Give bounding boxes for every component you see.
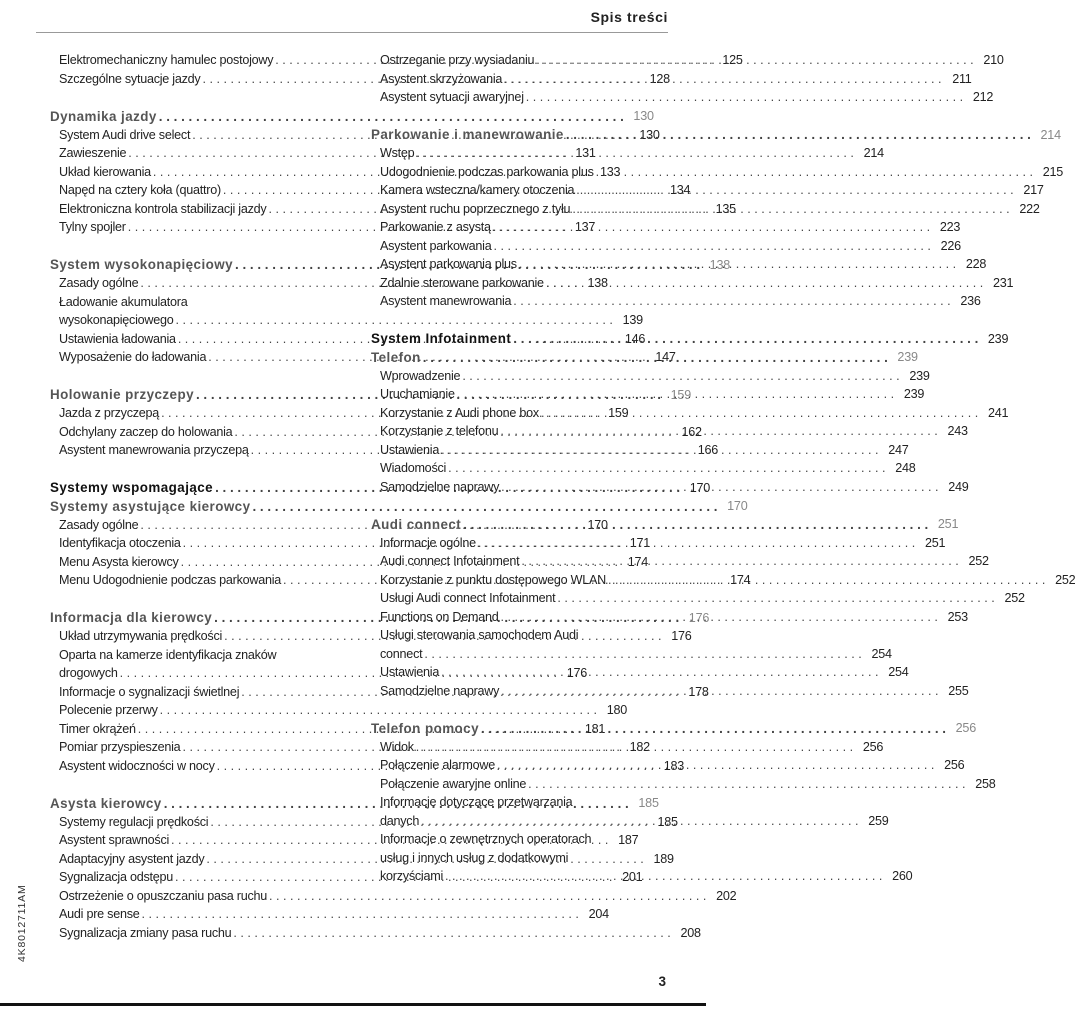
dot-leader — [513, 331, 978, 346]
entry-title: Asystent manewrowania przyczepą — [59, 443, 249, 458]
toc-entry[interactable] — [50, 905, 609, 924]
entry-page-number: 147 — [655, 350, 676, 365]
entry-title: Dynamika jazdy — [50, 108, 157, 124]
toc-entry[interactable] — [371, 663, 909, 682]
toc-entry[interactable] — [371, 218, 961, 237]
dot-leader — [142, 907, 579, 921]
entry-page-number: 201 — [622, 870, 643, 885]
entry-page-number: 137 — [574, 220, 596, 235]
entry-page-number: 252 — [1004, 591, 1025, 606]
entry-page-number: 182 — [629, 740, 650, 755]
entry-page-number: 176 — [688, 610, 710, 625]
entry-title: Zdalnie sterowane parkowanie — [380, 275, 544, 290]
entry-title: Udogodnienie podczas parkowania plus — [380, 164, 594, 179]
dot-leader — [526, 90, 963, 104]
toc-section-heading[interactable] — [371, 126, 1061, 145]
dot-leader — [424, 647, 861, 661]
entry-page-number: 159 — [670, 387, 692, 402]
dot-leader — [546, 276, 983, 290]
entry-title: Ostrzeganie przy wysiadaniu — [380, 53, 535, 68]
dot-leader — [541, 406, 978, 420]
toc-entry[interactable] — [371, 88, 994, 107]
entry-page-number: 162 — [681, 424, 702, 439]
dot-leader — [513, 294, 950, 308]
entry-title: Parkowanie i manewrowanie — [371, 127, 564, 143]
entry-page-number: 252 — [968, 554, 989, 569]
dot-leader — [501, 480, 938, 494]
spacer — [50, 775, 348, 794]
toc-section-heading[interactable] — [371, 719, 977, 738]
entry-title: Widok — [380, 739, 414, 754]
entry-page-number: 239 — [903, 387, 925, 402]
toc-entry[interactable] — [371, 237, 961, 256]
toc-entry[interactable] — [371, 645, 892, 664]
toc-entry[interactable] — [50, 311, 643, 330]
entry-page-number: 174 — [730, 573, 751, 588]
entry-page-number: 256 — [955, 721, 977, 736]
entry-page-number: 170 — [689, 480, 711, 495]
entry-page-number: 131 — [575, 146, 596, 161]
entry-page-number: 251 — [937, 517, 959, 532]
entry-title: Audi connect Infotainment — [380, 554, 520, 569]
dot-leader — [576, 183, 1013, 197]
toc-entry-wrap-line[interactable] — [50, 293, 348, 312]
entry-page-number: 253 — [947, 609, 968, 624]
entry-page-number: 254 — [871, 646, 892, 661]
spacer — [50, 460, 348, 479]
entry-page-number: 170 — [587, 517, 608, 532]
dot-leader — [519, 257, 956, 271]
entry-page-number: 171 — [629, 536, 651, 551]
entry-page-number: 138 — [587, 276, 608, 291]
entry-page-number: 139 — [622, 313, 643, 328]
entry-title-line: Informacje dotyczące przetwarzania — [380, 795, 573, 810]
entry-page-number: 130 — [639, 127, 660, 142]
entry-title: Układ utrzymywania prędkości — [59, 629, 223, 644]
header-divider — [36, 32, 668, 33]
entry-title: Wiadomości — [380, 461, 447, 476]
dot-leader — [463, 517, 928, 532]
toc-entry[interactable] — [371, 552, 989, 571]
dot-leader — [416, 740, 853, 754]
entry-page-number: 254 — [888, 665, 909, 680]
toc-entry[interactable] — [50, 887, 737, 906]
entry-page-number: 210 — [983, 53, 1004, 68]
spacer — [50, 88, 348, 107]
entry-title: danych — [380, 813, 420, 828]
entry-page-number: 255 — [948, 683, 969, 698]
entry-page-number: 133 — [600, 164, 621, 179]
toc-entry-wrap-line[interactable] — [371, 626, 669, 645]
entry-title: Kamera wsteczna/kamery otoczenia — [380, 183, 575, 198]
dot-leader — [448, 461, 885, 475]
toc-entry[interactable] — [50, 701, 628, 720]
toc-entry[interactable] — [371, 589, 1025, 608]
dot-leader — [421, 814, 858, 828]
dot-leader — [416, 146, 853, 160]
entry-title-line: Oparta na kamerze identyfikacja znaków — [59, 647, 277, 662]
dot-leader — [557, 591, 994, 605]
entry-page-number: 130 — [633, 109, 654, 124]
entry-title: System wysokonapięciowy — [50, 257, 234, 273]
entry-page-number: 248 — [895, 461, 916, 476]
entry-page-number: 187 — [618, 833, 639, 848]
entry-title: Elektroniczna kontrola stabilizacji jazdy — [59, 201, 267, 216]
entry-page-number: 243 — [947, 424, 968, 439]
entry-title: Telefon pomocy — [371, 720, 479, 736]
page-number: 3 — [658, 974, 666, 989]
entry-title: Ustawienia — [380, 665, 440, 680]
entry-title: Parkowanie z asystą — [380, 220, 491, 235]
entry-title: Asystent parkowania — [380, 238, 492, 253]
dot-leader — [528, 777, 965, 791]
entry-page-number: 135 — [715, 201, 736, 216]
entry-page-number: 231 — [992, 275, 1014, 290]
toc-entry[interactable] — [371, 144, 884, 163]
entry-title: Sygnalizacja zmiany pasa ruchu — [59, 925, 232, 940]
dot-leader — [462, 369, 899, 383]
entry-page-number: 260 — [892, 869, 913, 884]
entry-title-line: Usługi sterowania samochodem Audi — [380, 628, 579, 643]
entry-title: Uruchamianie — [380, 387, 455, 402]
dot-leader — [478, 536, 915, 550]
entry-title: Korzystanie z punktu dostępowego WLAN — [380, 572, 606, 587]
entry-page-number: 249 — [948, 479, 969, 494]
entry-title: Korzystanie z telefonu — [380, 424, 499, 439]
entry-title: Układ kierowania — [59, 164, 151, 179]
entry-title: System Infotainment — [371, 331, 512, 347]
entry-page-number: 180 — [606, 703, 628, 718]
entry-page-number: 183 — [663, 758, 685, 773]
spacer — [371, 700, 669, 719]
toc-section-heading[interactable] — [50, 497, 748, 516]
entry-title: Systemy wspomagające — [50, 480, 214, 496]
entry-page-number: 125 — [722, 53, 743, 68]
dot-leader — [457, 387, 894, 401]
entry-page-number: 223 — [939, 220, 961, 235]
entry-title: System Audi drive select — [59, 127, 191, 142]
entry-page-number: 226 — [940, 238, 961, 253]
entry-page-number: 256 — [862, 739, 884, 754]
entry-title: Polecenie przerwy — [59, 703, 158, 718]
toc-section-heading[interactable] — [371, 515, 959, 534]
entry-title: Audi pre sense — [59, 907, 140, 922]
entry-page-number: 252 — [1055, 572, 1075, 587]
spacer — [371, 496, 669, 515]
document-code: 4K8012711AM — [16, 884, 28, 962]
toc-section-heading[interactable] — [371, 348, 918, 367]
toc-entry[interactable] — [371, 163, 1064, 182]
entry-page-number: 214 — [863, 146, 884, 161]
entry-title: Ustawienia — [380, 442, 440, 457]
toc-entry-wrap-line[interactable] — [50, 646, 348, 665]
dot-leader — [501, 684, 938, 698]
toc-entry[interactable] — [371, 292, 981, 311]
entry-page-number: 166 — [697, 443, 719, 458]
entry-page-number: 236 — [960, 294, 981, 309]
entry-page-number: 185 — [657, 814, 678, 829]
dot-leader — [536, 53, 973, 67]
entry-page-number: 202 — [716, 888, 737, 903]
dot-leader — [481, 721, 946, 736]
entry-page-number: 239 — [909, 368, 930, 383]
spacer — [50, 367, 348, 386]
entry-title: Asystent widoczności w nocy — [59, 758, 215, 773]
entry-title: Asystent ruchu poprzecznego z tyłu — [380, 201, 571, 216]
entry-title: Asystent sprawności — [59, 833, 170, 848]
entry-title: Jazda z przyczepą — [59, 406, 160, 421]
spacer — [50, 590, 348, 609]
entry-title: Holowanie przyczepy — [50, 387, 194, 403]
entry-title-line: Ładowanie akumulatora — [59, 294, 188, 309]
dot-leader — [572, 202, 1009, 216]
entry-page-number: 217 — [1023, 183, 1044, 198]
entry-page-number: 159 — [608, 406, 629, 421]
entry-page-number: 185 — [638, 796, 659, 811]
dot-leader — [497, 758, 934, 772]
spacer — [371, 107, 669, 126]
entry-title: Ostrzeżenie o opuszczaniu pasa ruchu — [59, 888, 268, 903]
entry-title: Systemy regulacji prędkości — [59, 814, 209, 829]
entry-title: Usługi Audi connect Infotainment — [380, 591, 556, 606]
entry-page-number: 259 — [868, 813, 889, 828]
entry-page-number: 214 — [1040, 127, 1061, 142]
entry-page-number: 239 — [897, 350, 918, 365]
entry-title: drogowych — [59, 666, 118, 681]
entry-title: Zasady ogólne — [59, 517, 139, 532]
entry-title: Asystent manewrowania — [380, 294, 512, 309]
dot-leader — [493, 220, 930, 234]
entry-page-number: 204 — [588, 907, 609, 922]
entry-page-number: 228 — [965, 257, 987, 272]
spacer — [50, 237, 348, 256]
entry-title: Adaptacyjny asystent jazdy — [59, 851, 205, 866]
entry-page-number: 138 — [709, 257, 731, 272]
entry-page-number: 239 — [987, 331, 1009, 346]
entry-title: Asystent skrzyżowania — [380, 71, 503, 86]
toc-entry[interactable] — [371, 775, 996, 794]
entry-title: Zawieszenie — [59, 146, 127, 161]
toc-section-heading[interactable] — [371, 330, 1009, 349]
dot-leader — [500, 610, 937, 624]
entry-page-number: 215 — [1042, 164, 1064, 179]
entry-page-number: 181 — [584, 721, 606, 736]
entry-title: wysokonapięciowego — [59, 313, 174, 328]
toc-entry[interactable] — [50, 924, 701, 943]
toc-entry-wrap-line[interactable] — [371, 849, 669, 868]
entry-page-number: 256 — [944, 758, 965, 773]
toc-entry-wrap-line[interactable] — [371, 830, 669, 849]
entry-title: Szczególne sytuacje jazdy — [59, 71, 201, 86]
dot-leader — [566, 127, 1031, 142]
entry-title: Korzystanie z Audi phone box — [380, 405, 539, 420]
entry-title: Tylny spojler — [59, 220, 126, 235]
page-header-title: Spis treści — [590, 9, 668, 25]
toc-entry[interactable] — [371, 459, 916, 478]
entry-title: Audi connect — [371, 516, 462, 532]
entry-title: Pomiar przyspieszenia — [59, 740, 181, 755]
dot-leader — [596, 165, 1033, 179]
entry-title: Odchylany zaczep do holowania — [59, 424, 233, 439]
entry-title: connect — [380, 646, 423, 661]
spacer — [371, 311, 669, 330]
entry-page-number: 222 — [1019, 201, 1040, 216]
toc-entry-wrap-line[interactable] — [371, 793, 669, 812]
entry-title: Informacja dla kierowcy — [50, 610, 213, 626]
dot-leader — [269, 889, 706, 903]
dot-leader — [441, 443, 878, 457]
entry-title: Menu Asysta kierowcy — [59, 554, 179, 569]
entry-title: Połączenie awaryjne online — [380, 776, 527, 791]
entry-page-number: 241 — [988, 405, 1009, 420]
dot-leader — [500, 424, 937, 438]
entry-title: Identyfikacja otoczenia — [59, 536, 181, 551]
bottom-rule — [0, 1003, 706, 1006]
entry-title: Asystent sytuacji awaryjnej — [380, 90, 524, 105]
entry-page-number: 134 — [670, 183, 691, 198]
dot-leader — [233, 926, 670, 940]
dot-leader — [493, 239, 930, 253]
entry-page-number: 174 — [627, 554, 648, 569]
entry-page-number: 146 — [624, 331, 646, 346]
dot-leader — [423, 350, 888, 365]
entry-title: Functions on Demand — [380, 609, 499, 624]
entry-page-number: 247 — [888, 442, 909, 457]
entry-page-number: 212 — [972, 90, 994, 105]
entry-title: Samodzielne naprawy — [380, 479, 500, 494]
entry-title: Telefon — [371, 349, 421, 365]
entry-title: Wyposażenie do ładowania — [59, 350, 207, 365]
entry-title: Samodzielne naprawy — [380, 683, 500, 698]
entry-title: Sygnalizacja odstępu — [59, 870, 174, 885]
toc-entry[interactable] — [371, 534, 946, 553]
entry-page-number: 189 — [653, 851, 674, 866]
dot-leader — [445, 869, 882, 883]
entry-title: Zasady ogólne — [59, 276, 139, 291]
entry-page-number: 128 — [649, 71, 670, 86]
toc-section-heading[interactable] — [50, 107, 654, 126]
dot-leader — [608, 573, 1045, 587]
entry-title: Wstęp — [380, 146, 415, 161]
entry-title-line: Informacje o zewnętrznych operatorach — [380, 832, 592, 847]
toc-entry[interactable] — [371, 274, 1014, 293]
toc-entry[interactable] — [371, 404, 1009, 423]
entry-title: Informacje o sygnalizacji świetlnej — [59, 684, 240, 699]
toc-entry[interactable] — [371, 738, 884, 757]
entry-page-number: 170 — [727, 499, 748, 514]
toc-entry[interactable] — [371, 867, 913, 886]
entry-page-number: 258 — [975, 776, 996, 791]
toc-entry[interactable] — [371, 812, 889, 831]
toc-entry[interactable] — [371, 70, 972, 89]
entry-title: korzyściami — [380, 869, 444, 884]
entry-page-number: 251 — [924, 535, 946, 550]
entry-page-number: 208 — [680, 925, 701, 940]
entry-title: Ustawienia ładowania — [59, 331, 176, 346]
entry-title: Asystent parkowania plus — [380, 257, 517, 272]
dot-leader — [504, 72, 941, 86]
entry-title: Napęd na cztery koła (quattro) — [59, 183, 221, 198]
dot-leader — [521, 554, 958, 568]
entry-title: Informacje ogólne — [380, 535, 476, 550]
entry-title: Asysta kierowcy — [50, 795, 162, 811]
dot-leader — [441, 665, 878, 679]
entry-title: Timer okrążeń — [59, 721, 136, 736]
entry-page-number: 176 — [566, 666, 588, 681]
entry-title: Elektromechaniczny hamulec postojowy — [59, 53, 274, 68]
entry-page-number: 178 — [688, 684, 709, 699]
entry-title: Menu Udogodnienie podczas parkowania — [59, 573, 282, 588]
entry-page-number: 176 — [671, 629, 692, 644]
entry-title: Wprowadzenie — [380, 368, 461, 383]
toc-entry[interactable] — [371, 367, 930, 386]
entry-title: Połączenie alarmowe — [380, 758, 495, 773]
entry-page-number: 211 — [952, 71, 972, 86]
entry-title: Systemy asystujące kierowcy — [50, 498, 251, 514]
entry-title-line: usług i innych usług z dodatkowymi — [380, 850, 569, 865]
